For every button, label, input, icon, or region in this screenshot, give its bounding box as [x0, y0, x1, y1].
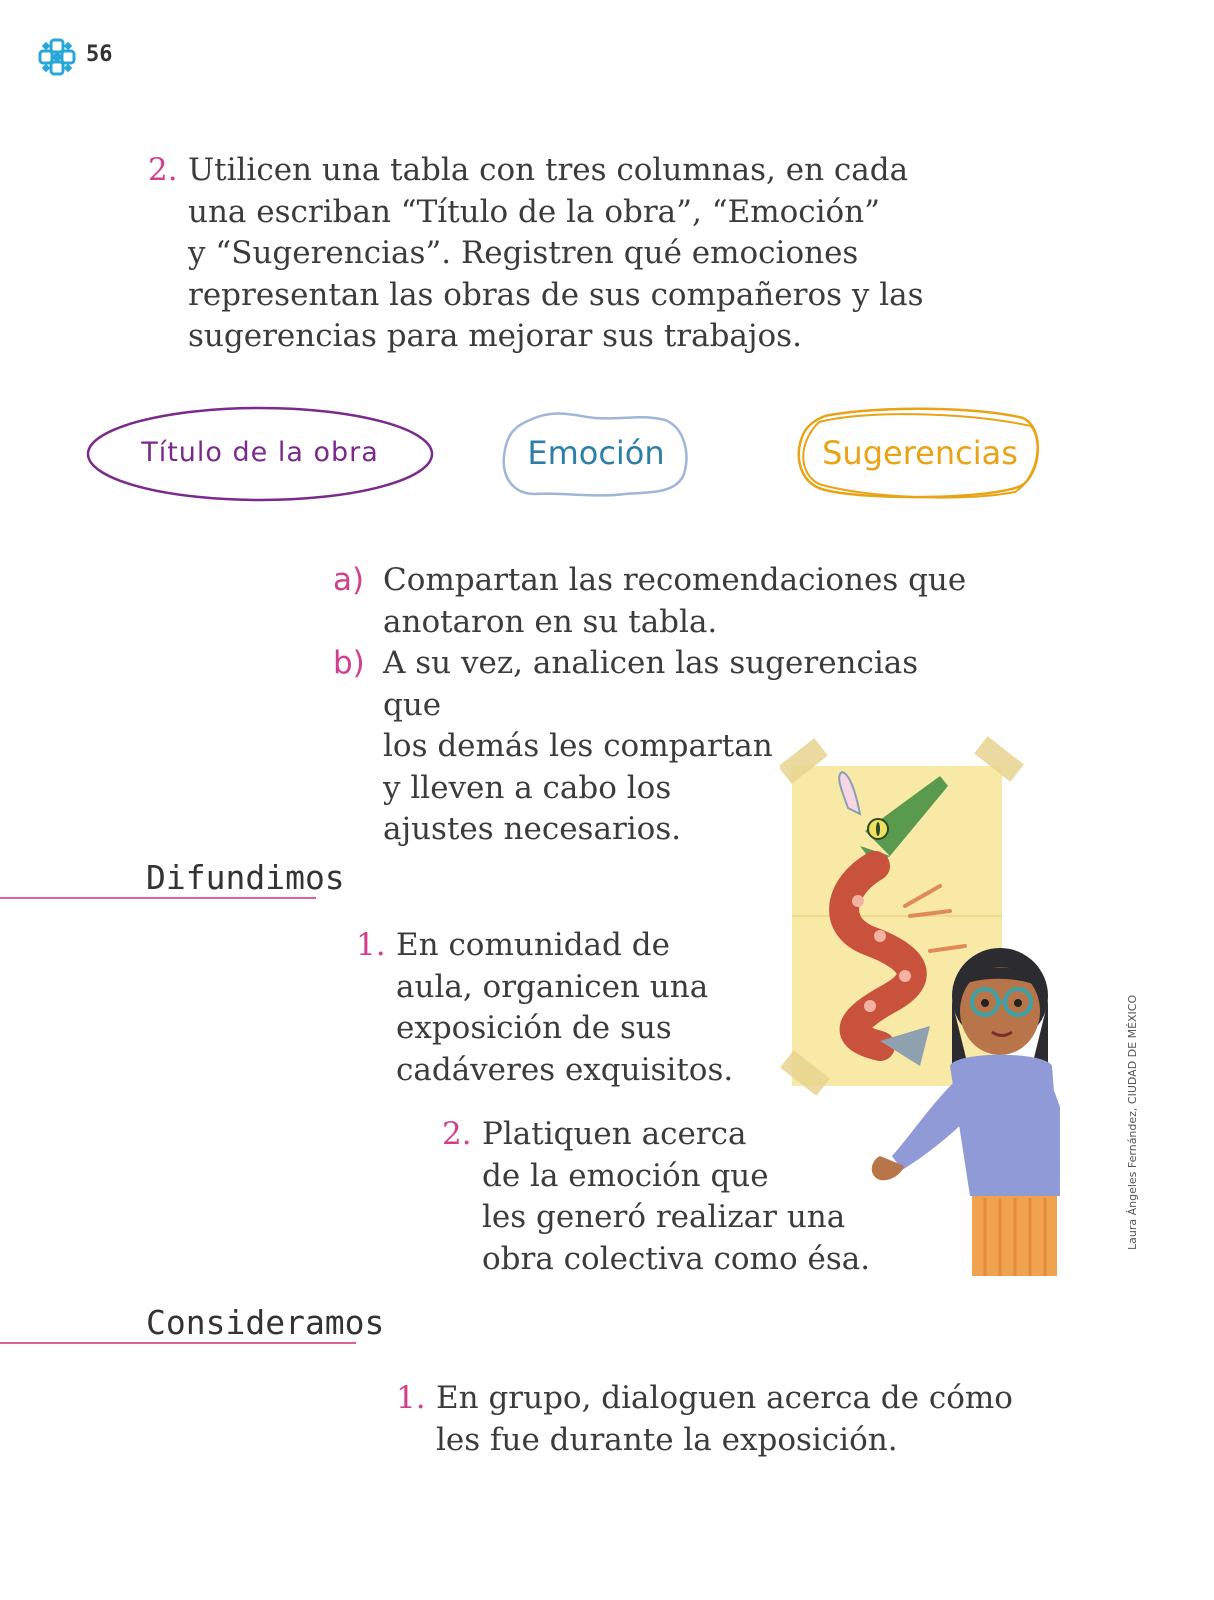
intro-line: una escriban “Título de la obra”, “Emoción” — [188, 193, 881, 230]
subitem-b-line: A su vez, analicen las sugerencias que — [383, 645, 919, 723]
consideramos-item-1-number: 1. — [396, 1380, 426, 1416]
page-header — [38, 38, 158, 78]
subitem-a-marker: a) — [333, 562, 365, 598]
label-emocion — [500, 406, 692, 500]
difundimos-item-1 — [356, 925, 776, 1095]
intro-line: Utilicen una tabla con tres columnas, en cada — [188, 152, 909, 188]
difundimos-line: aula, organicen una — [396, 968, 709, 1005]
consideramos-line: les fue durante la exposición. — [436, 1421, 898, 1458]
label-sugerencias — [795, 404, 1045, 502]
subitem-b-line: y lleven a cabo los — [383, 769, 672, 806]
subitem-a-line: anotaron en su tabla. — [383, 603, 718, 640]
difundimos-item-1-number: 1. — [356, 927, 386, 963]
intro-item-number: 2. — [148, 152, 178, 188]
label-emocion-text: Emoción — [527, 434, 665, 472]
heading-underline — [0, 1342, 356, 1344]
difundimos-line: les generó realizar una — [482, 1199, 846, 1235]
subitem-b-marker: b) — [333, 645, 365, 681]
section-heading-difundimos: Difundimos — [146, 858, 345, 897]
page-number: 56 — [86, 42, 113, 67]
difundimos-line: obra colectiva como ésa. — [482, 1240, 871, 1277]
flower-logo-icon — [38, 38, 76, 76]
intro-item — [148, 150, 948, 360]
subitem-a — [333, 560, 973, 644]
illustration-credit: Laura Ángeles Fernández, CIUDAD DE MÉXICO — [1126, 994, 1139, 1250]
difundimos-line: de la emoción que — [482, 1157, 769, 1194]
consideramos-item-1 — [396, 1378, 1036, 1462]
section-heading-consideramos: Consideramos — [146, 1303, 385, 1342]
intro-line: sugerencias para mejorar sus trabajos. — [188, 318, 802, 354]
label-sugerencias-text: Sugerencias — [822, 434, 1018, 472]
intro-line: y “Sugerencias”. Registren qué emociones — [188, 235, 859, 271]
label-titulo-text: Título de la obra — [141, 437, 379, 468]
heading-underline — [0, 897, 316, 899]
intro-line: representan las obras de sus compañeros y las — [188, 276, 924, 313]
consideramos-line: En grupo, dialoguen acerca de cómo — [436, 1380, 1013, 1416]
difundimos-line: En comunidad de — [396, 927, 670, 963]
difundimos-line: exposición de sus — [396, 1010, 672, 1046]
girl-with-poster-illustration — [780, 736, 1060, 1276]
difundimos-item-2-number: 2. — [442, 1116, 472, 1152]
difundimos-line: Platiquen acerca — [482, 1116, 747, 1152]
subitem-b-line: ajustes necesarios. — [383, 811, 682, 847]
subitem-b-line: los demás les compartan — [383, 728, 773, 764]
label-titulo — [84, 404, 436, 504]
difundimos-line: cadáveres exquisitos. — [396, 1051, 734, 1088]
subitem-a-line: Compartan las recomendaciones que — [383, 562, 967, 598]
